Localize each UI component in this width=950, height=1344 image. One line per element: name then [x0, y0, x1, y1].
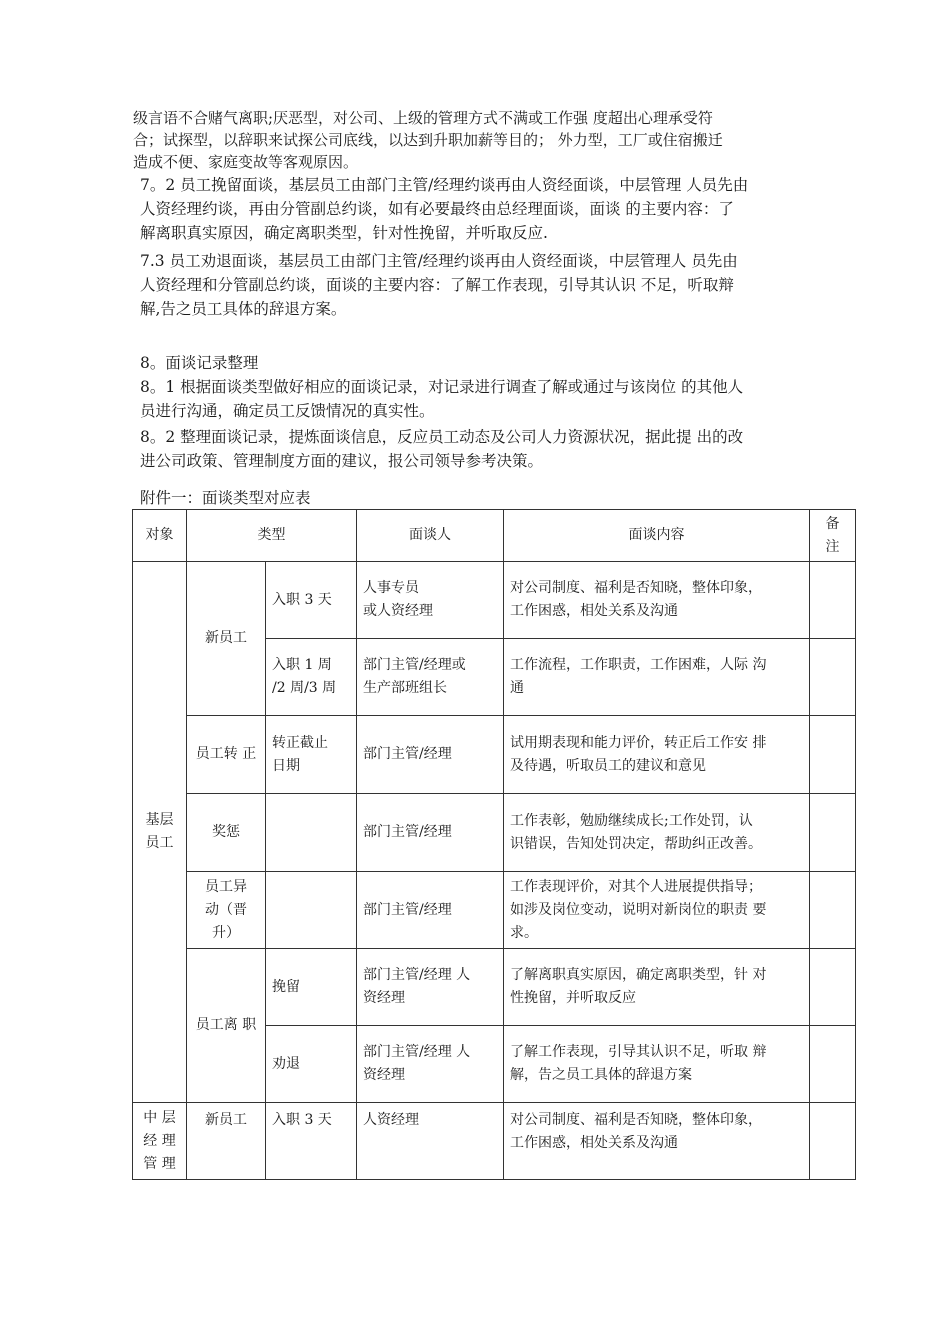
header-remark: 备 注 — [810, 510, 856, 562]
interviewer-cell: 人事专员 或人资经理 — [357, 562, 504, 639]
type-new-employee: 新员工 — [187, 562, 266, 716]
remark-cell — [810, 716, 856, 794]
type-transfer: 员工异 动（晋 升） — [187, 872, 266, 949]
remark-cell — [810, 872, 856, 949]
header-type: 类型 — [187, 510, 357, 562]
remark-cell — [810, 1103, 856, 1180]
text-line: 7。2 员工挽留面谈，基层员工由部门主管/经理约谈再由人资经面谈，中层管理 人员先由 — [140, 176, 749, 194]
remark-cell — [810, 562, 856, 639]
subtype-cell: 劝退 — [266, 1026, 357, 1103]
section-heading-8 — [140, 351, 860, 375]
paragraph-8-2 — [140, 425, 860, 473]
subtype-cell: 挽留 — [266, 949, 357, 1026]
content-cell: 对公司制度、福利是否知晓，整体印象， 工作困惑，相处关系及沟通 — [504, 1103, 810, 1180]
text-line: 解,告之员工具体的辞退方案。 — [140, 300, 347, 318]
group-basic-staff: 基层 员工 — [133, 562, 187, 1103]
subtype-cell — [266, 872, 357, 949]
header-interviewer: 面谈人 — [357, 510, 504, 562]
text-line: 8。1 根据面谈类型做好相应的面谈记录，对记录进行调查了解或通过与该岗位 的其他人 — [140, 378, 744, 396]
table-row — [133, 716, 856, 794]
paragraph-resignation-types — [133, 107, 853, 173]
interviewer-cell: 部门主管/经理或 生产部班组长 — [357, 639, 504, 716]
header-object: 对象 — [133, 510, 187, 562]
type-probation: 员工转 正 — [187, 716, 266, 794]
interviewer-cell: 部门主管/经理 人 资经理 — [357, 949, 504, 1026]
interviewer-cell: 部门主管/经理 人 资经理 — [357, 1026, 504, 1103]
text-line: 人资经理和分管副总约谈，面谈的主要内容：了解工作表现，引导其认识 不足，听取辩 — [140, 276, 734, 294]
paragraph-8-1 — [140, 375, 860, 423]
remark-cell — [810, 949, 856, 1026]
text-line: 造成不便、家庭变故等客观原因。 — [133, 153, 359, 171]
subtype-cell: 入职 3 天 — [266, 1103, 357, 1180]
type-new-employee: 新员工 — [187, 1103, 266, 1180]
table-header-row — [133, 510, 856, 562]
subtype-cell: 入职 1 周 /2 周/3 周 — [266, 639, 357, 716]
content-cell: 试用期表现和能力评价，转正后工作安 排 及待遇，听取员工的建议和意见 — [504, 716, 810, 794]
table-row — [133, 949, 856, 1026]
interviewer-cell: 部门主管/经理 — [357, 716, 504, 794]
text-line: 7.3 员工劝退面谈，基层员工由部门主管/经理约谈再由人资经面谈，中层管理人 员先由 — [140, 252, 738, 270]
subtype-cell: 入职 3 天 — [266, 562, 357, 639]
text-line: 人资经理约谈，再由分管副总约谈，如有必要最终由总经理面谈，面谈 的主要内容：了 — [140, 200, 734, 218]
table-row — [133, 1103, 856, 1180]
interview-type-table — [132, 509, 856, 1180]
interviewer-cell: 部门主管/经理 — [357, 872, 504, 949]
text-line: 8。面谈记录整理 — [140, 354, 259, 372]
table-row — [133, 872, 856, 949]
remark-cell — [810, 639, 856, 716]
text-line: 解离职真实原因，确定离职类型，针对性挽留，并听取反应. — [140, 224, 548, 242]
content-cell: 了解离职真实原因，确定离职类型，针 对 性挽留，并听取反应 — [504, 949, 810, 1026]
interviewer-cell: 人资经理 — [357, 1103, 504, 1180]
content-cell: 工作流程，工作职责，工作困难，人际 沟 通 — [504, 639, 810, 716]
text-line: 8。2 整理面谈记录，提炼面谈信息，反应员工动态及公司人力资源状况，据此提 出的改 — [140, 428, 744, 446]
subtype-cell: 转正截止 日期 — [266, 716, 357, 794]
content-cell: 工作表彰，勉励继续成长;工作处罚，认 识错误，告知处罚决定，帮助纠正改善。 — [504, 794, 810, 872]
interviewer-cell: 部门主管/经理 — [357, 794, 504, 872]
table-caption: 附件一：面谈类型对应表 — [140, 489, 311, 507]
text-line: 进公司政策、管理制度方面的建议，报公司领导参考决策。 — [140, 452, 544, 470]
content-cell: 对公司制度、福利是否知晓，整体印象， 工作困惑，相处关系及沟通 — [504, 562, 810, 639]
remark-cell — [810, 794, 856, 872]
text-line: 合；试探型，以辞职来试探公司底线，以达到升职加薪等目的； 外力型，工厂或住宿搬迁 — [133, 131, 723, 149]
paragraph-7-3 — [140, 249, 860, 321]
content-cell: 了解工作表现，引导其认识不足，听取 辩 解，告之员工具体的辞退方案 — [504, 1026, 810, 1103]
type-resignation: 员工离 职 — [187, 949, 266, 1103]
type-reward-penalty: 奖惩 — [187, 794, 266, 872]
header-content: 面谈内容 — [504, 510, 810, 562]
table-row — [133, 562, 856, 639]
group-middle-management: 中 层 经 理 管 理 — [133, 1103, 187, 1180]
table-row — [133, 794, 856, 872]
paragraph-7-2 — [140, 173, 860, 245]
text-line: 级言语不合赌气离职;厌恶型，对公司、上级的管理方式不满或工作强 度超出心理承受符 — [133, 109, 713, 127]
subtype-cell — [266, 794, 357, 872]
content-cell: 工作表现评价，对其个人进展提供指导； 如涉及岗位变动，说明对新岗位的职责 要 求。 — [504, 872, 810, 949]
text-line: 员进行沟通，确定员工反馈情况的真实性。 — [140, 402, 435, 420]
remark-cell — [810, 1026, 856, 1103]
